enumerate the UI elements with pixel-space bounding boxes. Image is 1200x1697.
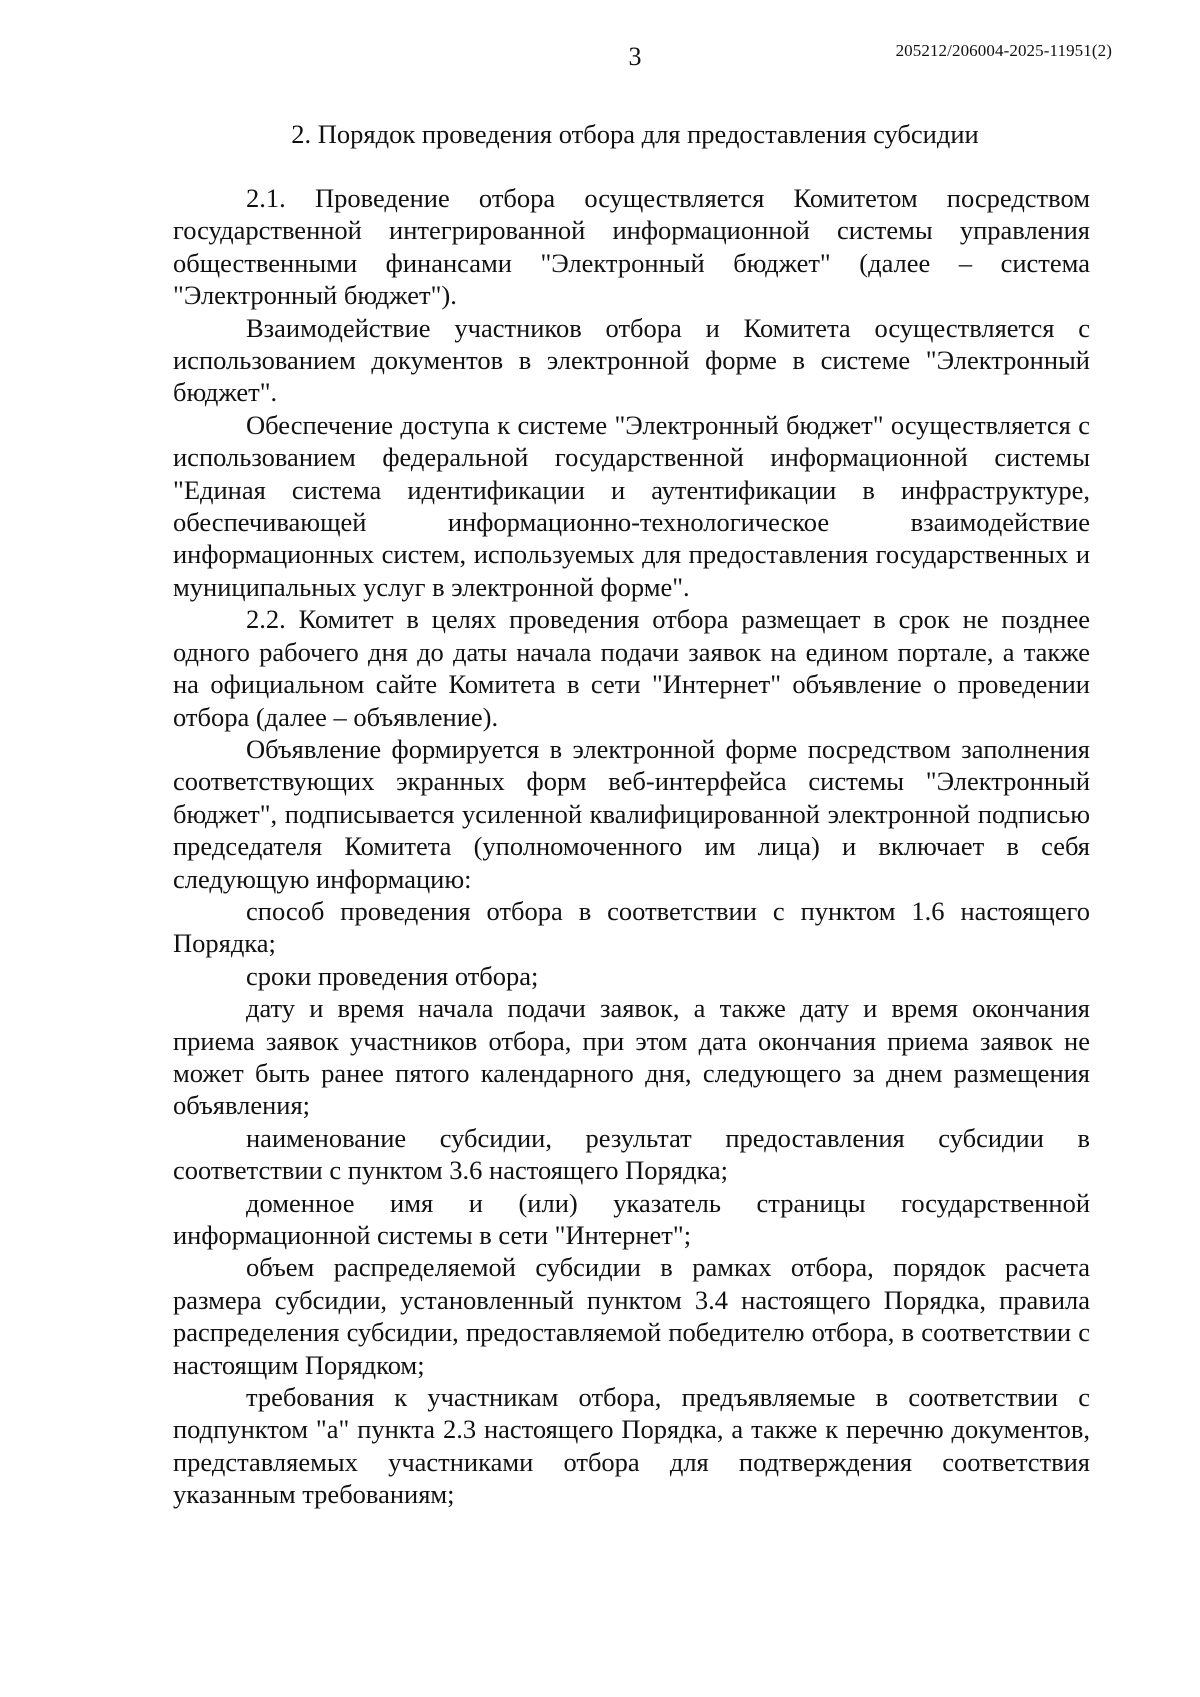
paragraph-interaction: Взаимодействие участников отбора и Комитета осуществляется с использованием документов в электронной форме в системе "Электронный бюджет".	[173, 312, 1090, 408]
paragraph-2-1: 2.1. Проведение отбора осуществляется Комитетом посредством государственной интегрированной информационной системы управления общественными финансами "Электронный бюджет" (далее – система "Электронный бюджет").	[173, 183, 1090, 311]
section-title: 2. Порядок проведения отбора для предоставления субсидии	[291, 119, 979, 149]
list-item-terms: сроки проведения отбора;	[246, 960, 539, 991]
list-item-domain: доменное имя и (или) указатель страницы государственной информационной системы в сети "Интернет";	[173, 1187, 1090, 1250]
list-item-subsidy-name: наименование субсидии, результат предоставления субсидии в соответствии с пунктом 3.6 настоящего Порядка;	[173, 1122, 1090, 1186]
paragraph-announcement: Объявление формируется в электронной форме посредством заполнения соответствующих экранных форм веб-интерфейса системы "Электронный бюджет", подписывается усиленной квалифицированной электронной подписью председателя Комитета (уполномоченного им лица) и включает в себя следующую информацию:	[173, 733, 1090, 894]
list-item-method: способ проведения отбора в соответствии с пунктом 1.6 настоящего Порядка;	[173, 895, 1090, 959]
paragraph-access: Обеспечение доступа к системе "Электронный бюджет" осуществляется с использованием федеральной государственной информационной системы "Единая система идентификации и аутентификации в инфраструктуре, обеспечивающей информационно-технологическое взаимодействие информационных систем, используемых для предоставления государственных и муниципальных услуг в электронной форме".	[173, 409, 1090, 602]
document-id: 205212/206004-2025-11951(2)	[895, 41, 1112, 60]
paragraph-2-2: 2.2. Комитет в целях проведения отбора размещает в срок не позднее одного рабочего дня до даты начала подачи заявок на едином портале, а также на официальном сайте Комитета в сети "Интернет" объявление о проведении отбора (далее – объявление).	[173, 604, 1090, 732]
page-number: 3	[628, 42, 642, 71]
list-item-volume: объем распределяемой субсидии в рамках отбора, порядок расчета размера субсидии, установленный пунктом 3.4 настоящего Порядка, правила распределения субсидии, предоставляемой победителю отбора, в соответствии с настоящим Порядком;	[173, 1252, 1090, 1380]
list-item-requirements: требования к участникам отбора, предъявляемые в соответствии с подпунктом "а" пункта 2.3 настоящего Порядка, а также к перечню документов, представляемых участниками отбора для подтверждения соответствия указанным требованиям;	[173, 1382, 1090, 1510]
list-item-dates: дату и время начала подачи заявок, а также дату и время окончания приема заявок участников отбора, при этом дата окончания приема заявок не может быть ранее пятого календарного дня, следующего за днем размещения объявления;	[173, 993, 1090, 1121]
document-body	[173, 182, 1090, 1511]
